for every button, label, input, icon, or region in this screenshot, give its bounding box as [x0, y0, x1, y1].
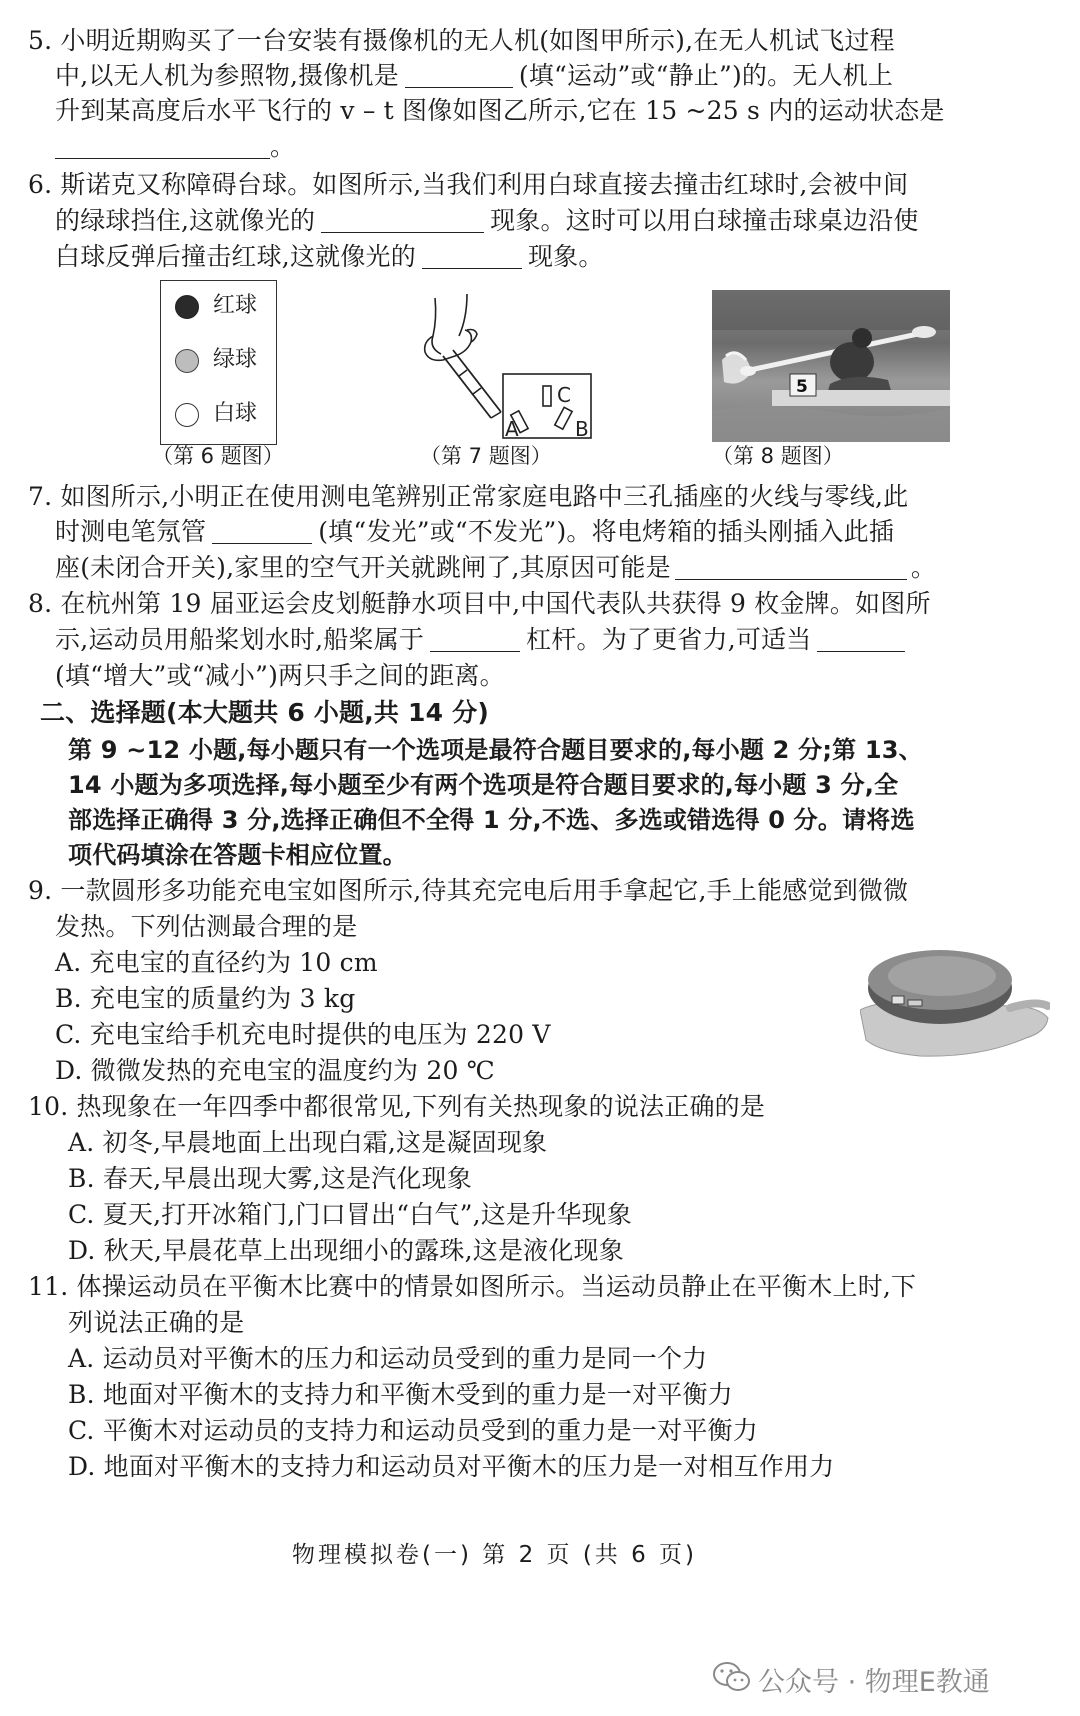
q11-line-2: 列说法正确的是 [68, 1308, 245, 1337]
fig8-caption: （第 8 题图） [712, 444, 844, 468]
q10-line-1: 10. 热现象在一年四季中都很常见,下列有关热现象的说法正确的是 [28, 1092, 766, 1121]
q7-line-1: 7. 如图所示,小明正在使用测电笔辨别正常家庭电路中三孔插座的火线与零线,此 [28, 482, 909, 511]
q5-line-3: 升到某高度后水平飞行的 v – t 图像如图乙所示,它在 15 ~25 s 内的运动状态是 [55, 96, 945, 125]
fig6-white-label: 白球 [213, 401, 258, 426]
q6-line-1: 6. 斯诺克又称障碍台球。如图所示,当我们利用白球直接去撞击红球时,会被中间 [28, 170, 909, 199]
q9-option-a[interactable]: A. 充电宝的直径约为 10 cm [55, 948, 378, 977]
q6-text-2a: 的绿球挡住,这就像光的 [55, 206, 316, 235]
fig7-label-c: C [557, 383, 571, 407]
q5-blank-2[interactable] [55, 132, 270, 159]
q8-line-3: (填“增大”或“减小”)两只手之间的距离。 [55, 661, 505, 690]
q9-option-c[interactable]: C. 充电宝给手机充电时提供的电压为 220 V [55, 1020, 551, 1049]
fig7-label-b: B [575, 417, 589, 441]
section2-desc-1: 第 9 ~12 小题,每小题只有一个选项是最符合题目要求的,每小题 2 分;第 13、 [68, 736, 923, 764]
q5-line-1: 5. 小明近期购买了一台安装有摄像机的无人机(如图甲所示),在无人机试飞过程 [28, 26, 895, 55]
section2-title: 二、选择题(本大题共 6 小题,共 14 分) [40, 698, 489, 727]
wechat-icon [712, 1660, 752, 1694]
q6-line-3 [55, 240, 604, 274]
q8-text-2a: 示,运动员用船桨划水时,船桨属于 [55, 625, 425, 654]
q7-text-2b: (填“发光”或“不发光”)。将电烤箱的插头刚插入此插 [318, 517, 895, 546]
q9-line-2: 发热。下列估测最合理的是 [55, 912, 358, 941]
q9-line-1: 9. 一款圆形多功能充电宝如图所示,待其充完电后用手拿起它,手上能感觉到微微 [28, 876, 909, 905]
q7-text-2a: 时测电笔氖管 [55, 517, 207, 546]
q5-line-2 [55, 59, 893, 93]
q7-line-2 [55, 515, 894, 549]
q7-blank-2[interactable] [675, 553, 907, 580]
page-footer: 物理模拟卷(一) 第 2 页 (共 6 页) [292, 1542, 698, 1568]
q10-option-a[interactable]: A. 初冬,早晨地面上出现白霜,这是凝固现象 [68, 1128, 548, 1157]
q5-line-4 [55, 130, 295, 164]
fig6-red-label: 红球 [213, 293, 258, 318]
green-ball-icon [175, 349, 199, 373]
q9-option-d[interactable]: D. 微微发热的充电宝的温度约为 20 ℃ [55, 1056, 495, 1085]
fig7-label-a: A [505, 417, 519, 441]
q11-line-1: 11. 体操运动员在平衡木比赛中的情景如图所示。当运动员静止在平衡木上时,下 [28, 1272, 917, 1301]
q8-blank-2[interactable] [817, 625, 905, 652]
q7-line-3 [55, 551, 936, 585]
white-ball-icon [175, 403, 199, 427]
q9-option-b[interactable]: B. 充电宝的质量约为 3 kg [55, 984, 356, 1013]
q10-option-d[interactable]: D. 秋天,早晨花草上出现细小的露珠,这是液化现象 [68, 1236, 624, 1265]
fig6-green-label: 绿球 [213, 347, 258, 372]
q6-blank-1[interactable] [321, 206, 484, 233]
fig6-caption: （第 6 题图） [152, 444, 284, 468]
q5-text-4: 。 [270, 132, 296, 161]
q6-text-3a: 白球反弹后撞击红球,这就像光的 [55, 242, 416, 271]
q8-text-2b: 杠杆。为了更省力,可适当 [526, 625, 812, 654]
q11-option-c[interactable]: C. 平衡木对运动员的支持力和运动员受到的重力是一对平衡力 [68, 1416, 758, 1445]
fig6-legend-box [160, 280, 277, 445]
red-ball-icon [175, 295, 199, 319]
q10-option-b[interactable]: B. 春天,早晨出现大雾,这是汽化现象 [68, 1164, 472, 1193]
section2-desc-2: 14 小题为多项选择,每小题至少有两个选项是符合题目要求的,每小题 3 分,全 [68, 771, 899, 799]
section2-desc-4: 项代码填涂在答题卡相应位置。 [68, 841, 407, 869]
q6-text-3b: 现象。 [527, 242, 604, 271]
q7-text-3b: 。 [910, 553, 937, 582]
fig8-bib-number: 5 [796, 377, 808, 397]
q6-text-2b: 现象。这时可以用白球撞击球桌边沿使 [490, 206, 919, 235]
fig8-kayak-photo [712, 290, 950, 442]
section2-desc-3: 部选择正确得 3 分,选择正确但不全得 1 分,不选、多选或错选得 0 分。请将选 [68, 806, 915, 834]
q7-blank-1[interactable] [212, 517, 312, 544]
fig9-power-bank-photo [860, 940, 1050, 1065]
fig7-caption: （第 7 题图） [420, 444, 552, 468]
q6-blank-2[interactable] [422, 242, 522, 269]
q5-blank-1[interactable] [405, 61, 513, 88]
q10-option-c[interactable]: C. 夏天,打开冰箱门,门口冒出“白气”,这是升华现象 [68, 1200, 632, 1229]
watermark-text: 公众号 · 物理E教通 [758, 1667, 990, 1698]
q5-text-2a: 中,以无人机为参照物,摄像机是 [55, 61, 399, 90]
q8-line-2 [55, 623, 905, 657]
q6-line-2 [55, 204, 919, 238]
q11-option-b[interactable]: B. 地面对平衡木的支持力和平衡木受到的重力是一对平衡力 [68, 1380, 733, 1409]
q8-blank-1[interactable] [430, 625, 520, 652]
q5-text-2b: (填“运动”或“静止”)的。无人机上 [518, 61, 894, 90]
q11-option-a[interactable]: A. 运动员对平衡木的压力和运动员受到的重力是同一个力 [68, 1344, 708, 1373]
fig7-tester-pen-diagram [415, 290, 595, 442]
q11-option-d[interactable]: D. 地面对平衡木的支持力和运动员对平衡木的压力是一对相互作用力 [68, 1452, 835, 1481]
q8-line-1: 8. 在杭州第 19 届亚运会皮划艇静水项目中,中国代表队共获得 9 枚金牌。如图所 [28, 589, 931, 618]
q7-text-3a: 座(未闭合开关),家里的空气开关就跳闸了,其原因可能是 [55, 553, 671, 582]
